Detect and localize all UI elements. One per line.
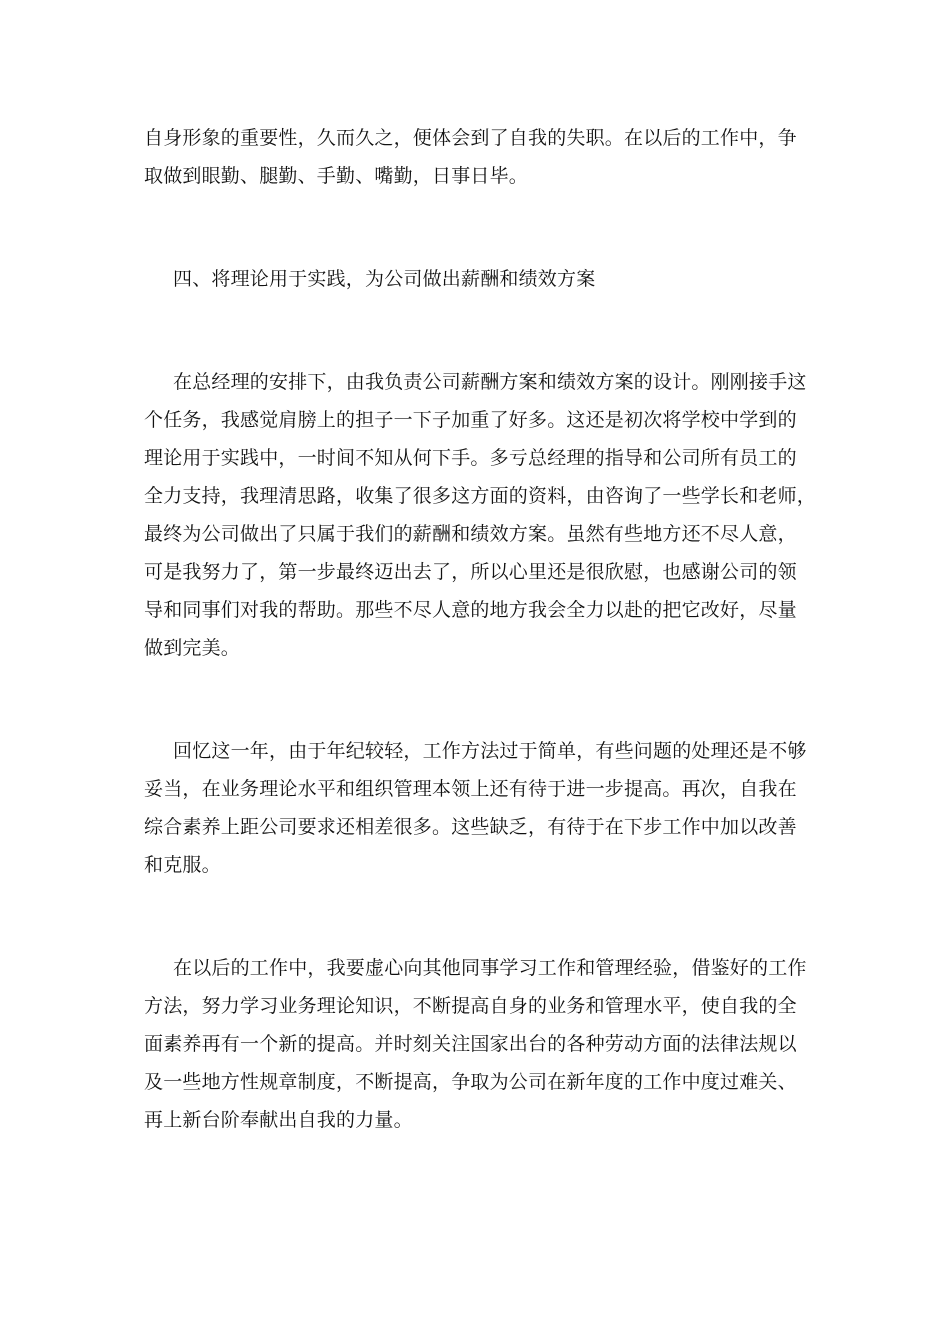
paragraph-line: 自身形象的重要性，久而久之，便体会到了自我的失职。在以后的工作中，争 xyxy=(144,127,797,149)
paragraph-line: 在总经理的安排下，由我负责公司薪酬方案和绩效方案的设计。刚刚接手这 xyxy=(173,371,807,393)
paragraph-line: 理论用于实践中，一时间不知从何下手。多亏总经理的指导和公司所有员工的 xyxy=(144,447,797,469)
paragraph-line: 导和同事们对我的帮助。那些不尽人意的地方我会全力以赴的把它改好，尽量 xyxy=(144,599,797,621)
paragraph-line: 方法，努力学习业务理论知识，不断提高自身的业务和管理水平，使自我的全 xyxy=(144,995,797,1017)
paragraph-line: 个任务，我感觉肩膀上的担子一下子加重了好多。这还是初次将学校中学到的 xyxy=(144,409,797,431)
paragraph-line: 和克服。 xyxy=(144,854,221,876)
paragraph-line: 综合素养上距公司要求还相差很多。这些缺乏，有待于在下步工作中加以改善 xyxy=(144,816,797,838)
paragraph-line: 全力支持，我理清思路，收集了很多这方面的资料，由咨询了一些学长和老师， xyxy=(144,485,817,507)
paragraph-line: 回忆这一年，由于年纪较轻，工作方法过于简单，有些问题的处理还是不够 xyxy=(173,740,807,762)
paragraph-line: 做到完美。 xyxy=(144,637,241,659)
paragraph-line: 在以后的工作中，我要虚心向其他同事学习工作和管理经验，借鉴好的工作 xyxy=(173,957,807,979)
paragraph-line: 面素养再有一个新的提高。并时刻关注国家出台的各种劳动方面的法律法规以 xyxy=(144,1033,797,1055)
paragraph-line: 可是我努力了，第一步最终迈出去了，所以心里还是很欣慰，也感谢公司的领 xyxy=(144,561,797,583)
paragraph-line: 及一些地方性规章制度，不断提高，争取为公司在新年度的工作中度过难关、 xyxy=(144,1071,797,1093)
paragraph-line: 取做到眼勤、腿勤、手勤、嘴勤，日事日毕。 xyxy=(144,165,529,187)
paragraph-line: 妥当，在业务理论水平和组织管理本领上还有待于进一步提高。再次，自我在 xyxy=(144,778,797,800)
paragraph-line: 最终为公司做出了只属于我们的薪酬和绩效方案。虽然有些地方还不尽人意， xyxy=(144,523,797,545)
section-heading: 四、将理论用于实践，为公司做出薪酬和绩效方案 xyxy=(173,268,596,290)
paragraph-line: 再上新台阶奉献出自我的力量。 xyxy=(144,1109,413,1131)
